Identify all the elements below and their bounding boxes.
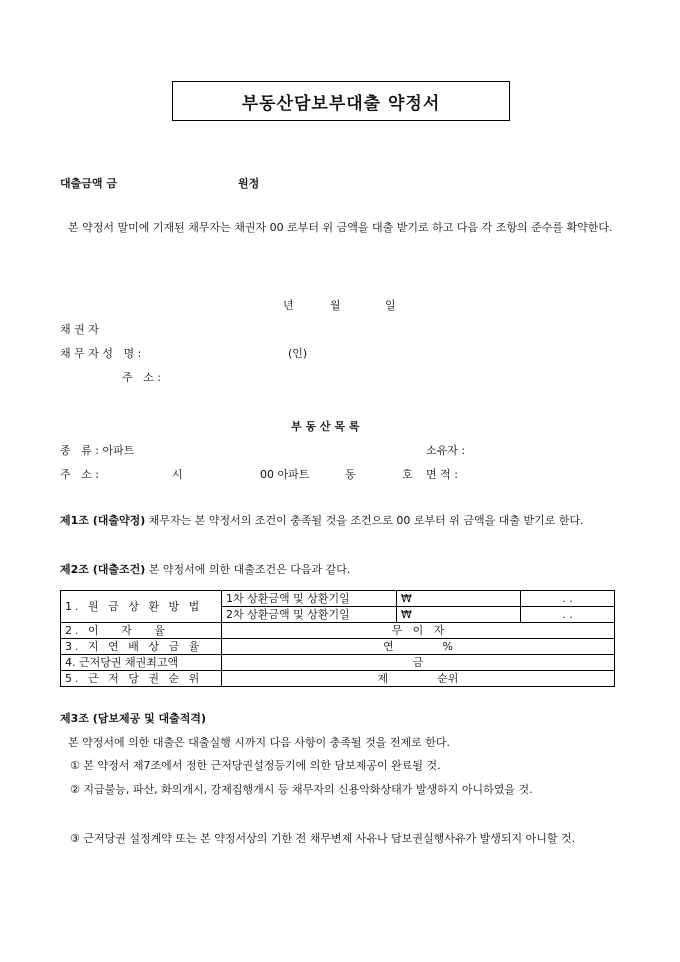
property-ho: 호 (402, 468, 413, 481)
loan-amount-label: 대출금액 금 (60, 177, 117, 190)
second-repayment-amount: ₩ (397, 607, 521, 623)
article-3-intro: 본 약정서에 의한 대출은 대출실행 시까지 다음 사항이 충족될 것을 전제로 한다. (68, 736, 450, 749)
date-month: 월 (330, 299, 341, 312)
property-city: 시 (172, 468, 183, 481)
debtor-seal: (인) (288, 347, 308, 360)
article-3-item-2: ② 지급불능, 파산, 화의개시, 강제집행개시 등 채무자의 신용악화상태가 발생하지 아니하였을 것. (70, 783, 533, 796)
second-repayment-date: . . (521, 607, 615, 623)
loan-terms-table (60, 590, 615, 687)
debtor-address-label: 주 소 : (122, 371, 161, 384)
article-2 (60, 558, 622, 582)
table-row (61, 591, 615, 607)
late-penalty-value: 연 % (222, 639, 615, 655)
property-apartment: 00 아파트 (260, 468, 310, 481)
creditor-label: 채 권 자 (60, 323, 99, 336)
article-2-heading: 제2조 (대출조건) (60, 563, 146, 576)
loan-amount-unit: 원정 (238, 177, 260, 190)
date-year: 년 (283, 299, 294, 312)
article-1 (60, 509, 622, 533)
table-row (61, 671, 615, 687)
max-claim-value: 금 (222, 655, 615, 671)
article-1-heading: 제1조 (대출약정) (60, 514, 146, 527)
date-day: 일 (385, 299, 396, 312)
document-title: 부동산담보부대출 약정서 (172, 81, 510, 121)
interest-rate-value: 무 이 자 (222, 623, 615, 639)
article-2-text: 본 약정서에 의한 대출조건은 다음과 같다. (148, 563, 351, 576)
property-owner-label: 소유자 : (426, 444, 466, 457)
table-row (61, 655, 615, 671)
first-repayment-amount: ₩ (397, 591, 521, 607)
first-repayment-desc: 1차 상환금액 및 상환기일 (222, 591, 397, 607)
repayment-method-label: 1. 원 금 상 환 방 법 (61, 591, 222, 623)
debtor-name-label: 채 무 자 성 명 : (60, 347, 142, 360)
property-area-label: 면 적 : (426, 468, 458, 481)
property-type: 종 류 : 아파트 (60, 444, 135, 457)
mortgage-rank-label: 5. 근 저 당 권 순 위 (61, 671, 222, 687)
mortgage-rank-value: 제 순위 (222, 671, 615, 687)
interest-rate-label: 2. 이 자 율 (61, 623, 222, 639)
first-repayment-date: . . (521, 591, 615, 607)
table-row (61, 623, 615, 639)
article-1-text: 채무자는 본 약정서의 조건이 충족될 것을 조건으로 00 로부터 위 금액을 대출 받기로 한다. (148, 514, 584, 527)
max-claim-label: 4. 근저당권 채권최고액 (61, 655, 222, 671)
article-3-item-3: ③ 근저당권 설정계약 또는 본 약정서상의 기한 전 채무변제 사유나 담보권실행사유가 발생되지 아니할 것. (70, 832, 576, 845)
property-list-heading: 부 동 산 목 록 (291, 420, 360, 433)
late-penalty-label: 3. 지 연 배 상 금 율 (61, 639, 222, 655)
property-address-label: 주 소 : (60, 468, 99, 481)
property-dong: 동 (345, 468, 356, 481)
article-3-heading: 제3조 (담보제공 및 대출적격) (60, 712, 207, 725)
intro-paragraph: 본 약정서 말미에 기재된 채무자는 채권자 00 로부터 위 금액을 대출 받기로 하고 다음 각 조항의 준수를 확약한다. (68, 221, 613, 234)
second-repayment-desc: 2차 상환금액 및 상환기일 (222, 607, 397, 623)
table-row (61, 639, 615, 655)
article-3-item-1: ① 본 약정서 제7조에서 정한 근저당권설정등기에 의한 담보제공이 완료될 것. (70, 759, 441, 772)
